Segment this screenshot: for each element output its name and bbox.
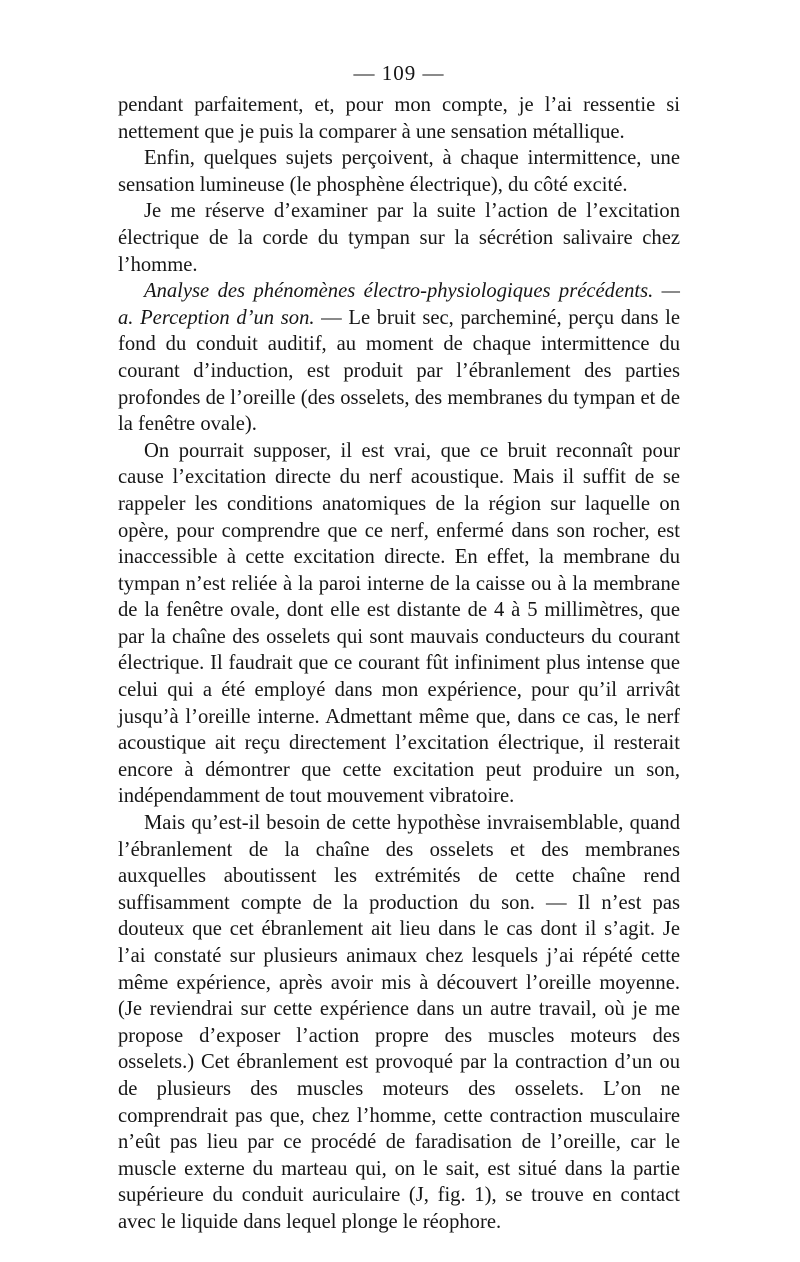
paragraph-2: Enfin, quelques sujets perçoivent, à chaque intermittence, une sensation lumineuse (le phosphène électrique), du côté excité. (118, 147, 680, 196)
paragraph-3: Je me réserve d’examiner par la suite l’action de l’excitation électrique de la corde du tympan sur la sécrétion salivaire chez l’homme. (118, 200, 680, 276)
body-text (118, 92, 680, 1236)
paragraph-5: On pourrait supposer, il est vrai, que ce bruit reconnaît pour cause l’excitation directe du nerf acoustique. Mais il suffit de se rappeler les conditions anatomiques de la région sur laquelle on opère, pour comprendre que ce nerf, enfermé dans son rocher, est inaccessible à cette excitation directe. En effet, la membrane du tympan n’est reliée à la paroi interne de la caisse ou à la membrane de la fenêtre ovale, dont elle est distante de 4 à 5 millimètres, que par la chaîne des osselets qui sont mauvais conducteurs du courant électrique. Il faudrait que ce courant fût infiniment plus intense que celui qui a été employé dans mon expérience, pour qu’il arrivât jusqu’à l’oreille interne. Admettant même que, dans ce cas, le nerf acoustique ait reçu directement l’excitation électrique, il resterait encore à démontrer que cette excitation peut produire un son, indépendamment de tout mouvement vibratoire. (118, 439, 680, 808)
section-heading: Analyse des phénomènes électro-physiologiques précédents. — a. Perception d’un son. (118, 280, 680, 329)
paragraph-4 (118, 278, 680, 438)
paragraph-1: pendant parfaitement, et, pour mon compte, je l’ai ressentie si nettement que je puis la comparer à une sensation métallique. (118, 94, 680, 143)
book-page (118, 58, 680, 1236)
page-number: — 109 — (353, 61, 445, 85)
paragraph-4-text: — Le bruit sec, parcheminé, perçu dans le fond du conduit auditif, au moment de chaque intermittence du courant d’induction, est produit par l’ébranlement des parties profondes de l’oreille (des osselets, des membranes du tympan et de la fenêtre ovale). (118, 306, 680, 436)
paragraph-6: Mais qu’est-il besoin de cette hypothèse invraisemblable, quand l’ébranlement de la chaîne des osselets et des membranes auxquelles aboutissent les extrémités de cette chaîne rend suffisamment compte de la production du son. — Il n’est pas douteux que cet ébranlement ait lieu dans le cas dont il s’agit. Je l’ai constaté sur plusieurs animaux chez lesquels j’ai répété cette même expérience, après avoir mis à découvert l’oreille moyenne. (Je reviendrai sur cette expérience dans un autre travail, où je me propose d’exposer l’action propre des muscles moteurs des osselets.) Cet ébranlement est provoqué par la contraction d’un ou de plusieurs des muscles moteurs des osselets. L’on ne comprendrait pas que, chez l’homme, cette contraction musculaire n’eût pas lieu par ce procédé de faradisation de l’oreille, car le muscle externe du marteau qui, on le sait, est situé dans la partie supérieure du conduit auriculaire (J, fig. 1), se trouve en contact avec le liquide dans lequel plonge le réophore. (118, 812, 680, 1233)
